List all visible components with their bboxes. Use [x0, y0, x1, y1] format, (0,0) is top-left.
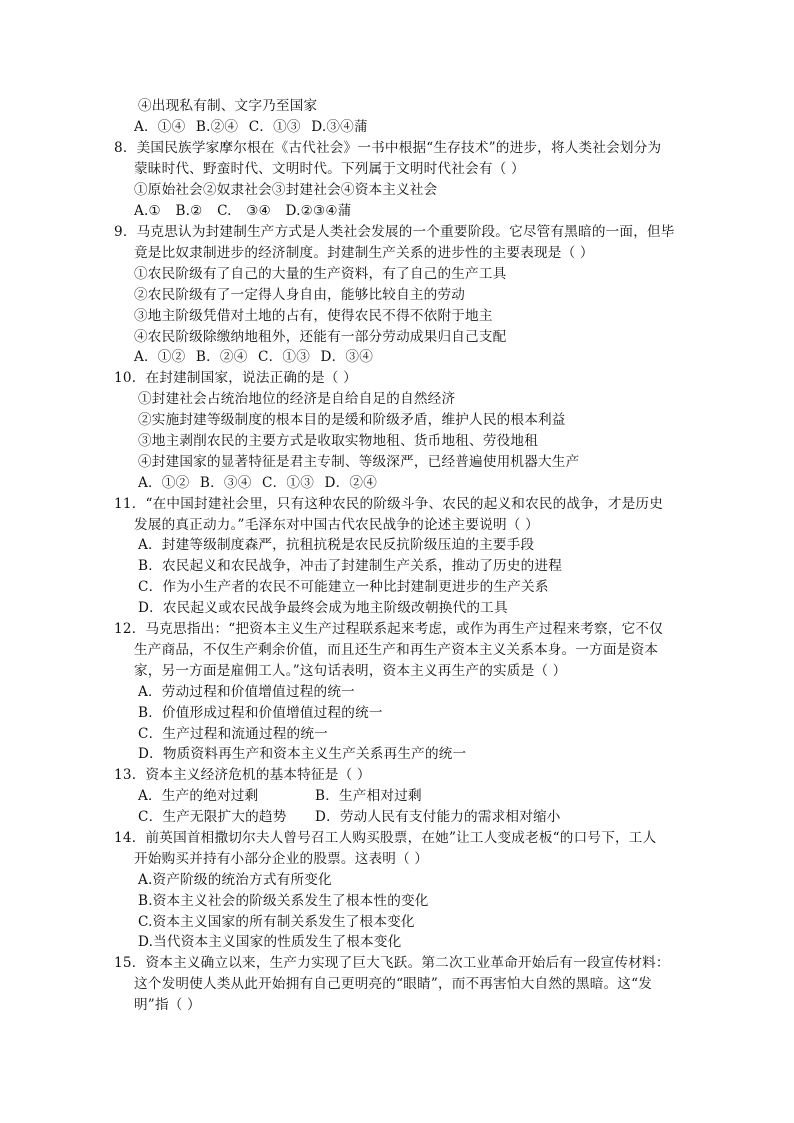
q10-item3: ③地主剥削农民的主要方式是收取实物地租、货币地租、劳役地租	[138, 433, 539, 449]
q8-items: ①原始社会②奴隶社会③封建社会④资本主义社会	[134, 182, 438, 198]
q7-option4: ④出现私有制、文字乃至国家	[138, 98, 318, 114]
q12-stem-line3: 家，另一方面是雇佣工人。”这句话表明，资本主义再生产的实质是（ ）	[134, 663, 567, 679]
q10-item4: ④封建国家的显著特征是君主专制、等级深严，已经普遍使用机器大生产	[138, 454, 580, 470]
q9-stem-line1: 9．马克思认为封建制生产方式是人类社会发展的一个重要阶段。它尽管有黑暗的一面，但毕	[114, 224, 675, 240]
q11-option-d: D．农民起义或农民战争最终会成为地主阶级改朝换代的工具	[138, 600, 508, 616]
q14-option-d: D.当代资本主义国家的性质发生了根本变化	[138, 934, 402, 950]
q12-option-d: D．物质资料再生产和资本主义生产关系再生产的统一	[138, 746, 467, 762]
q14-stem-line1: 14．前英国首相撒切尔夫人曾号召工人购买股票，在她”让工人变成老板“的口号下，工人	[114, 830, 657, 846]
q11-option-b: B．农民起义和农民战争，冲击了封建制生产关系，推动了历史的进程	[138, 558, 562, 574]
q11-option-c: C．作为小生产者的农民不可能建立一种比封建制更进步的生产关系	[138, 579, 549, 595]
q7-choices: A．①④ B.②④ C．①③ D.③④蒲	[134, 119, 368, 135]
q14-option-b: B.资本主义社会的阶级关系发生了根本性的变化	[138, 893, 429, 909]
q11-stem-line1: 11．“在中国封建社会里，只有这种农民的阶级斗争、农民的起义和农民的战争，才是历史	[114, 496, 664, 512]
q8-stem-line1: 8．美国民族学家摩尔根在《古代社会》一书中根据“生存技术”的进步，将人类社会划分为	[114, 140, 662, 156]
q8-choices: A.① B.② C. ③④ D.②③④蒲	[134, 203, 352, 219]
q11-stem-line2: 发展的真正动力。”毛泽东对中国古代农民战争的论述主要说明（ ）	[134, 517, 539, 533]
q9-item3: ③地主阶级凭借对土地的占有，使得农民不得不依附于地主	[134, 308, 493, 324]
q8-stem-line2: 蒙昧时代、野蛮时代、文明时代。下列属于文明时代社会有（ ）	[134, 161, 525, 177]
q13-stem: 13．资本主义经济危机的基本特征是（ ）	[114, 767, 371, 783]
q14-option-a: A.资产阶级的统治方式有所变化	[138, 872, 332, 888]
q10-choices: A．①② B．③④ C．①③ D．②④	[138, 475, 377, 491]
q9-item2: ②农民阶级有了一定得人身自由，能够比较自主的劳动	[134, 287, 466, 303]
q13-option-d: D．劳动人民有支付能力的需求相对缩小	[315, 809, 561, 825]
q13-option-b: B．生产相对过剩	[315, 788, 422, 804]
q10-item1: ①封建社会占统治地位的经济是自给自足的自然经济	[138, 391, 456, 407]
q10-item2: ②实施封建等级制度的根本目的是缓和阶级矛盾，维护人民的根本利益	[138, 412, 566, 428]
q15-stem-line1: 15．资本主义确立以来，生产力实现了巨大飞跃。第二次工业革命开始后有一段宣传材料：	[114, 955, 670, 971]
q12-option-a: A．劳动过程和价值增值过程的统一	[138, 684, 355, 700]
q13-option-c: C．生产无限扩大的趋势	[138, 809, 287, 825]
q10-stem: 10．在封建制国家，说法正确的是（ ）	[114, 370, 357, 386]
q11-option-a: A．封建等级制度森严，抗租抗税是农民反抗阶级压迫的主要手段	[138, 537, 535, 553]
q13-option-a: A．生产的绝对过剩	[138, 788, 259, 804]
q9-item4: ④农民阶级除缴纳地租外，还能有一部分劳动成果归自己支配	[134, 329, 507, 345]
q12-option-c: C．生产过程和流通过程的统一	[138, 726, 328, 742]
q12-option-b: B．价值形成过程和价值增值过程的统一	[138, 705, 383, 721]
q9-stem-line2: 竟是比奴隶制进步的经济制度。封建制生产关系的进步性的主要表现是（ ）	[134, 245, 594, 261]
q12-stem-line1: 12．马克思指出：“把资本主义生产过程联系起来考虑，或作为再生产过程来考察，它不仅	[114, 621, 664, 637]
q14-stem-line2: 开始购买并持有小部分企业的股票。这表明（ ）	[134, 851, 429, 867]
q15-stem-line2: 这个发明使人类从此开始拥有自己更明亮的“眼睛”，而不再害怕大自然的黑暗。这“发	[134, 976, 653, 992]
q9-choices: A．①② B．②④ C．①③ D．③④	[134, 349, 373, 365]
q12-stem-line2: 生产商品，不仅生产剩余价值，而且还生产和再生产资本主义关系本身。一方面是资本	[134, 642, 659, 658]
q15-stem-line3: 明”指（ ）	[134, 997, 201, 1013]
q14-option-c: C.资本主义国家的所有制关系发生了根本变化	[138, 914, 415, 930]
q9-item1: ①农民阶级有了自己的大量的生产资料，有了自己的生产工具	[134, 266, 507, 282]
